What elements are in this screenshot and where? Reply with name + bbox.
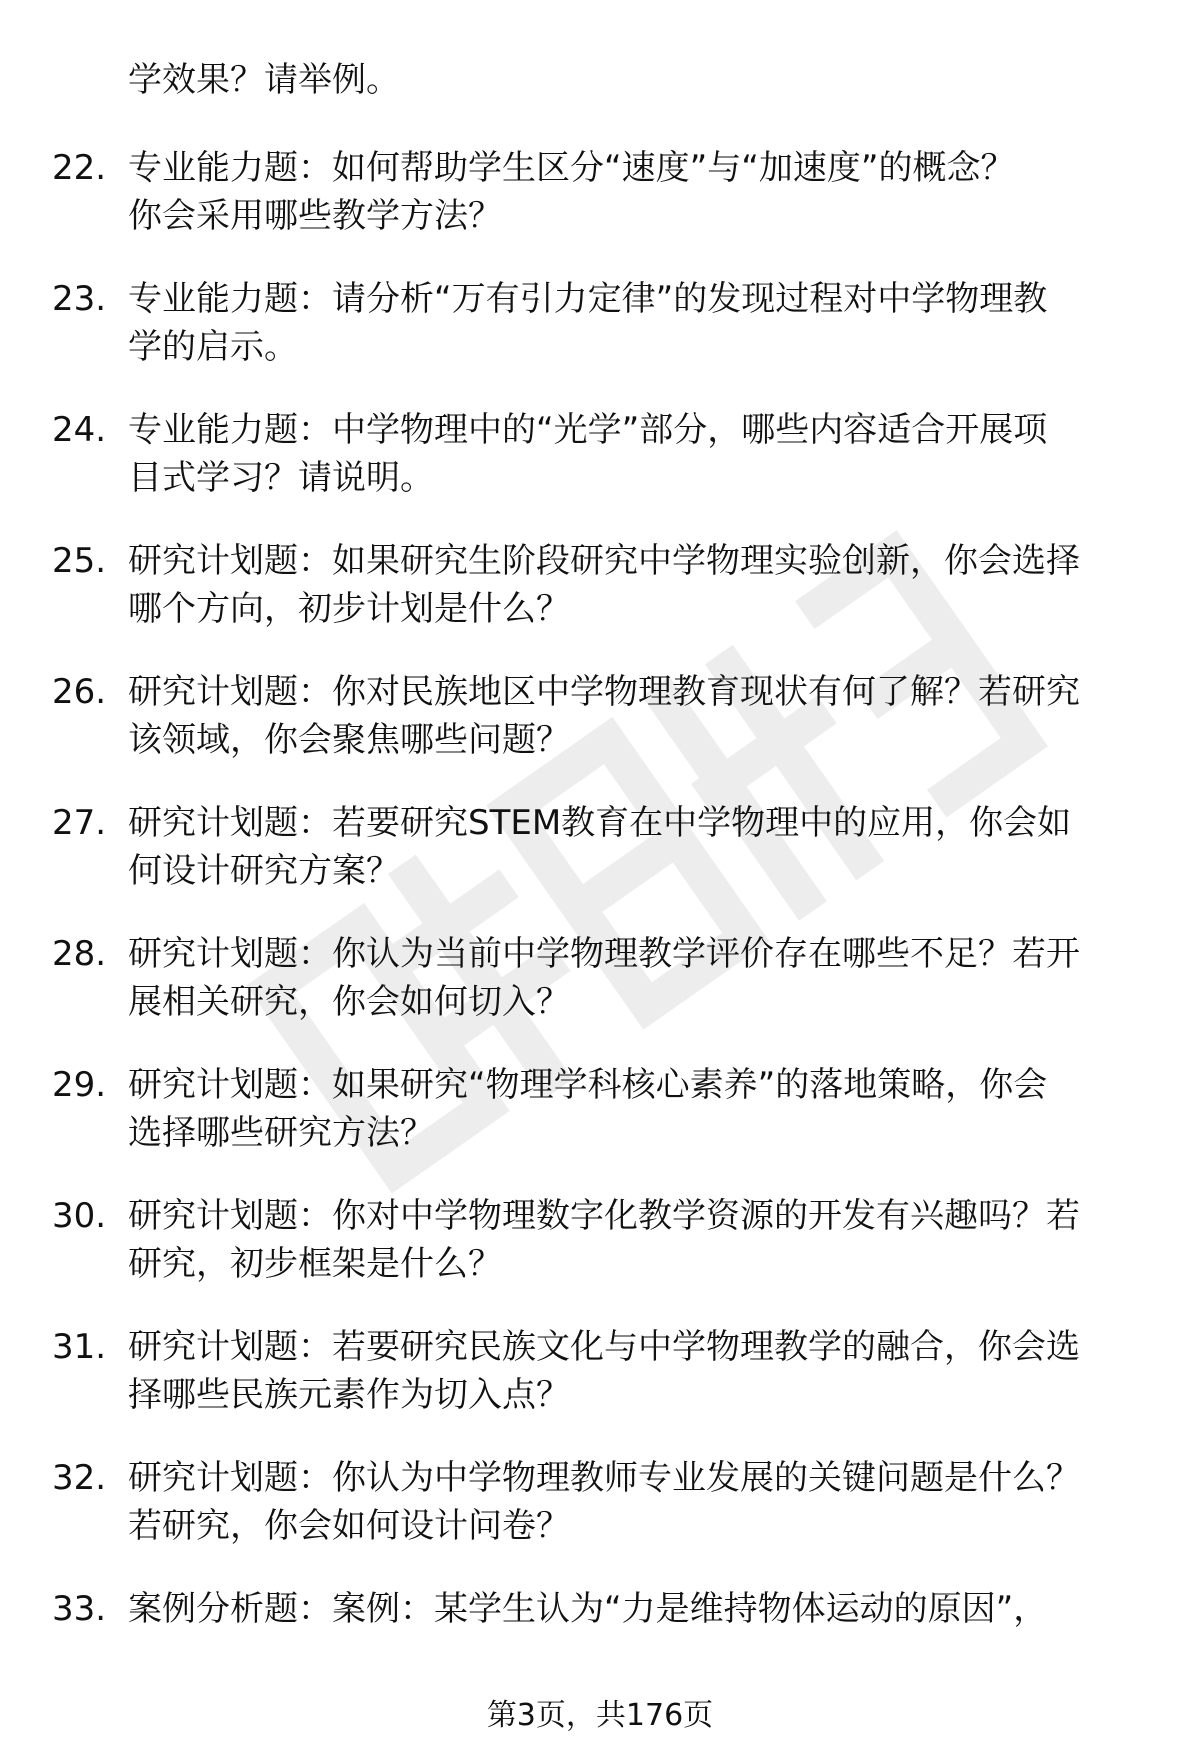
question-text-line1: 专业能力题：请分析“万有引力定律”的发现过程对中学物理教 [128, 279, 1048, 319]
question-text-line1: 研究计划题：如果研究生阶段研究中学物理实验创新，你会选择 [128, 541, 1080, 581]
question-number: 31. [52, 1327, 107, 1367]
question-text-line1: 研究计划题：你认为中学物理教师专业发展的关键问题是什么？ [128, 1458, 1080, 1498]
question-number: 25. [52, 541, 107, 581]
question-text-line2: 哪个方向，初步计划是什么？ [128, 589, 570, 629]
question-item [0, 261, 1200, 392]
question-text-line1: 研究计划题：如果研究“物理学科核心素养”的落地策略，你会 [128, 1065, 1048, 1105]
question-text-line1: 专业能力题：中学物理中的“光学”部分，哪些内容适合开展项 [128, 410, 1048, 450]
question-item [0, 1047, 1200, 1178]
question-text-line2: 该领域，你会聚焦哪些问题？ [128, 720, 570, 760]
question-text-line2: 选择哪些研究方法？ [128, 1113, 434, 1153]
page-footer: 第3页，共176页 [486, 1698, 714, 1733]
question-item [0, 916, 1200, 1047]
question-number: 24. [52, 410, 107, 450]
question-number: 26. [52, 672, 107, 712]
question-text-line1: 专业能力题：如何帮助学生区分“速度”与“加速度”的概念？ [128, 148, 1015, 188]
question-text-line1: 研究计划题：若要研究STEM教育在中学物理中的应用，你会如 [128, 803, 1072, 843]
question-item [0, 785, 1200, 916]
question-item [0, 523, 1200, 654]
question-number: 22. [52, 148, 107, 188]
question-text-line1: 研究计划题：你对中学物理数字化教学资源的开发有兴趣吗？若 [128, 1196, 1080, 1236]
question-number: 29. [52, 1065, 107, 1105]
question-item [0, 130, 1200, 261]
question-text-line2: 择哪些民族元素作为切入点？ [128, 1375, 570, 1415]
question-text-line1: 案例分析题：案例：某学生认为“力是维持物体运动的原因”， [128, 1589, 1048, 1629]
question-text-line1: 研究计划题：你认为当前中学物理教学评价存在哪些不足？若开 [128, 934, 1080, 974]
question-number: 27. [52, 803, 107, 843]
question-number: 32. [52, 1458, 107, 1498]
question-text-line2: 展相关研究，你会如何切入？ [128, 982, 570, 1022]
question-number: 30. [52, 1196, 107, 1236]
question-item [0, 1178, 1200, 1309]
question-number: 28. [52, 934, 107, 974]
question-item [0, 1309, 1200, 1440]
question-item [0, 1571, 1200, 1702]
question-text-line2: 何设计研究方案？ [128, 851, 400, 891]
question-text-line2: 若研究，你会如何设计问卷？ [128, 1506, 570, 1546]
question-item [0, 654, 1200, 785]
question-text-line1: 研究计划题：你对民族地区中学物理教育现状有何了解？若研究 [128, 672, 1080, 712]
question-text-line2: 你会采用哪些教学方法？ [128, 196, 502, 236]
question-item [0, 392, 1200, 523]
question-list [0, 130, 1200, 1702]
question-text-line2: 学的启示。 [128, 327, 298, 367]
question-text-line2: 目式学习？请说明。 [128, 458, 434, 498]
question-text-line1: 研究计划题：若要研究民族文化与中学物理教学的融合，你会选 [128, 1327, 1080, 1367]
question-item [0, 1440, 1200, 1571]
continuation-text: 学效果？请举例。 [128, 60, 400, 100]
question-number: 33. [52, 1589, 107, 1629]
question-text-line2: 研究，初步框架是什么？ [128, 1244, 502, 1284]
question-number: 23. [52, 279, 107, 319]
